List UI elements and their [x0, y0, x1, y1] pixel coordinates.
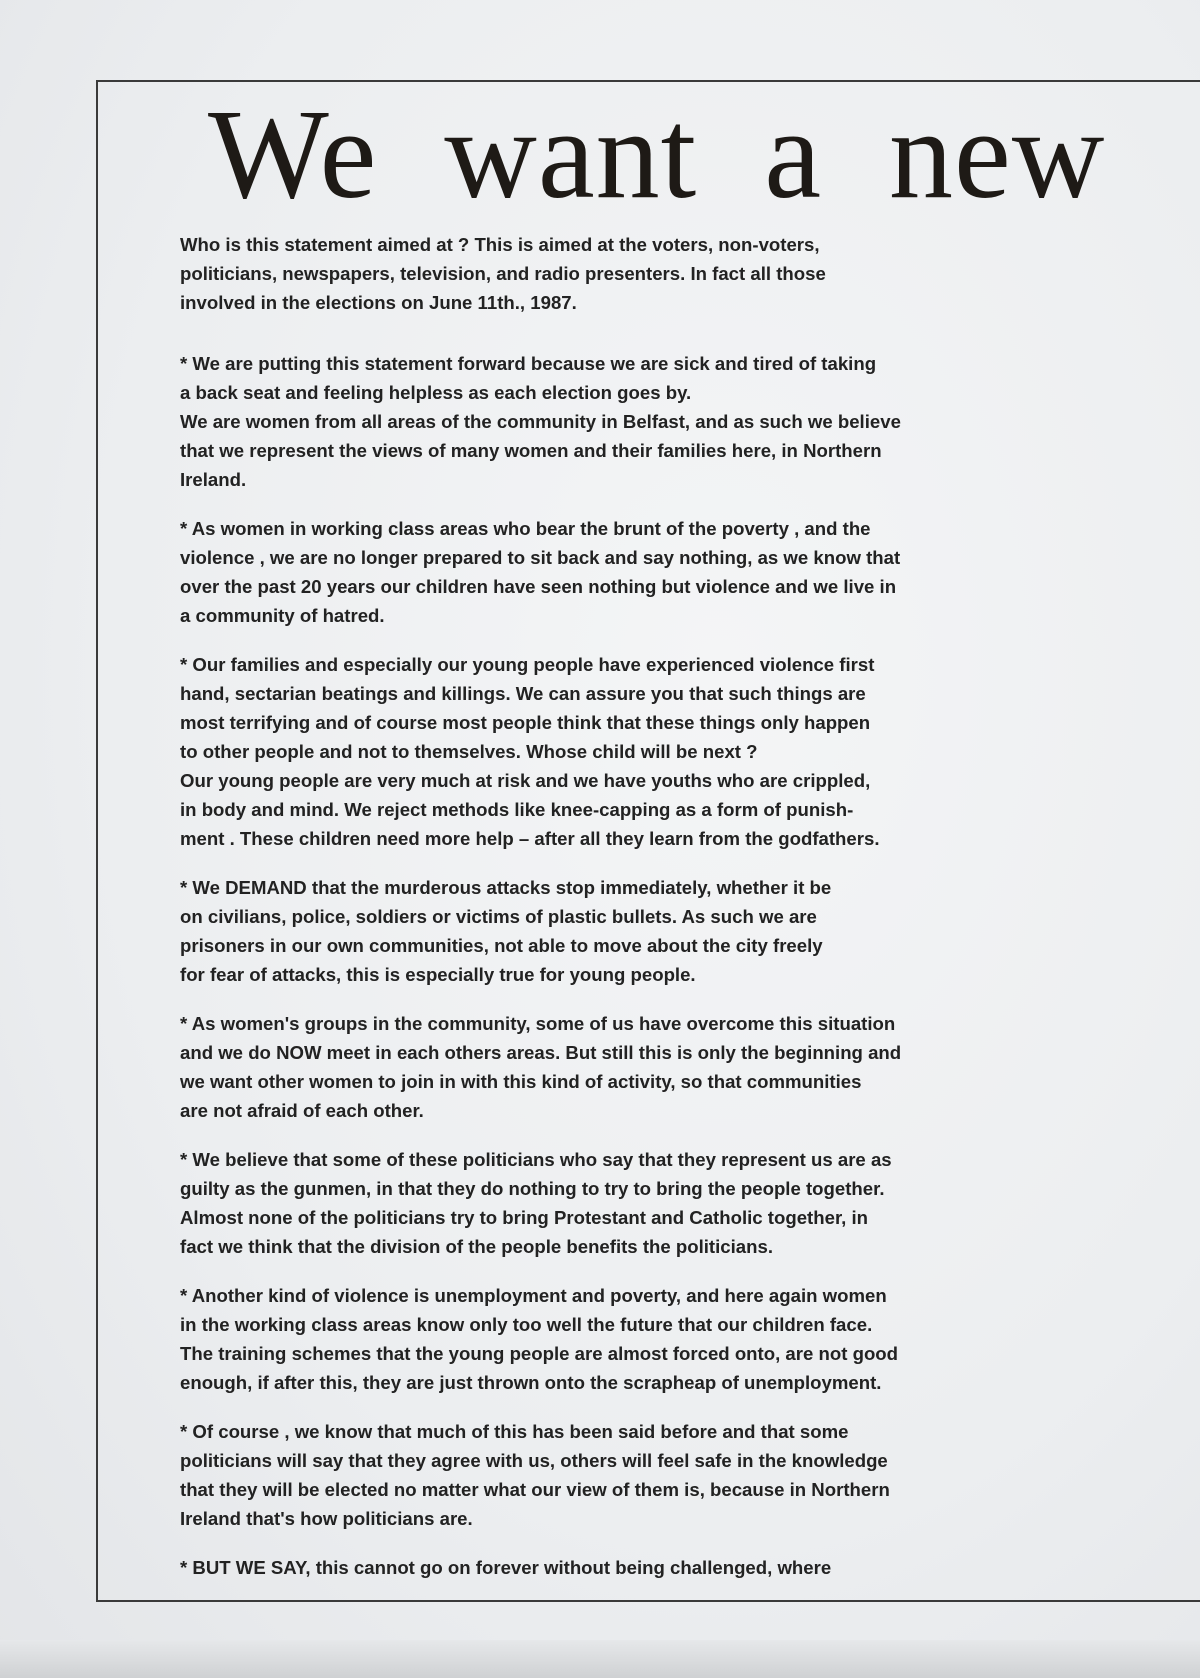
text-line: The training schemes that the young people are almost forced onto, are not good: [180, 1343, 899, 1364]
text-line: Who is this statement aimed at ? This is aimed at the voters, non-voters,: [180, 234, 820, 255]
statement-paragraph: [180, 873, 1105, 989]
text-line: * We DEMAND that the murderous attacks stop immediately, whether it be: [180, 877, 832, 898]
text-line: in the working class areas know only too well the future that our children face.: [180, 1314, 873, 1335]
text-line: Ireland that's how politicians are.: [180, 1508, 473, 1529]
text-line: guilty as the gunmen, in that they do nothing to try to bring the people together.: [180, 1178, 885, 1199]
text-line: to other people and not to themselves. Whose child will be next ?: [180, 741, 758, 762]
statement-paragraph: [180, 349, 1105, 494]
intro-paragraph: [180, 230, 1105, 317]
text-line: for fear of attacks, this is especially true for young people.: [180, 964, 696, 985]
text-line: Almost none of the politicians try to bring Protestant and Catholic together, in: [180, 1207, 869, 1228]
statement-paragraph: [180, 1417, 1105, 1533]
statement-paragraph: [180, 1553, 1105, 1582]
text-line: prisoners in our own communities, not able to move about the city freely: [180, 935, 823, 956]
text-line: * We believe that some of these politicians who say that they represent us are as: [180, 1149, 892, 1170]
text-line: fact we think that the division of the people benefits the politicians.: [180, 1236, 773, 1257]
text-line: a community of hatred.: [180, 605, 385, 626]
text-line: * BUT WE SAY, this cannot go on forever without being challenged, where: [180, 1557, 832, 1578]
text-line: * Another kind of violence is unemployment and poverty, and here again women: [180, 1285, 887, 1306]
text-line: over the past 20 years our children have seen nothing but violence and we live in: [180, 576, 897, 597]
text-line: and we do NOW meet in each others areas. But still this is only the beginning and: [180, 1042, 902, 1063]
text-line: are not afraid of each other.: [180, 1100, 424, 1121]
scan-bottom-edge: [0, 1640, 1200, 1678]
text-line: ment . These children need more help – after all they learn from the godfathers.: [180, 828, 880, 849]
text-line: that they will be elected no matter what our view of them is, because in Northern: [180, 1479, 890, 1500]
text-line: enough, if after this, they are just thrown onto the scrapheap of unemployment.: [180, 1372, 882, 1393]
text-line: politicians, newspapers, television, and radio presenters. In fact all those: [180, 263, 826, 284]
text-line: involved in the elections on June 11th., 1987.: [180, 292, 577, 313]
statement-paragraph: [180, 1145, 1105, 1261]
text-line: we want other women to join in with this kind of activity, so that communities: [180, 1071, 862, 1092]
text-line: in body and mind. We reject methods like knee-capping as a form of punish-: [180, 799, 854, 820]
text-line: most terrifying and of course most people think that these things only happen: [180, 712, 871, 733]
statement-paragraph: [180, 650, 1105, 853]
text-line: We are women from all areas of the community in Belfast, and as such we believe: [180, 411, 901, 432]
statement-body: [180, 230, 1105, 1602]
text-line: Ireland.: [180, 469, 247, 490]
text-line: * As women's groups in the community, some of us have overcome this situation: [180, 1013, 896, 1034]
text-line: hand, sectarian beatings and killings. We can assure you that such things are: [180, 683, 866, 704]
text-line: politicians will say that they agree with us, others will feel safe in the knowledge: [180, 1450, 888, 1471]
statement-paragraph: [180, 1281, 1105, 1397]
text-line: * Of course , we know that much of this has been said before and that some: [180, 1421, 849, 1442]
statement-paragraph: [180, 1009, 1105, 1125]
headline: We want a new: [208, 83, 1106, 225]
statement-paragraph: [180, 514, 1105, 630]
text-line: on civilians, police, soldiers or victims of plastic bullets. As such we are: [180, 906, 817, 927]
text-line: Our young people are very much at risk and we have youths who are crippled,: [180, 770, 871, 791]
text-line: violence , we are no longer prepared to sit back and say nothing, as we know that: [180, 547, 901, 568]
text-line: a back seat and feeling helpless as each election goes by.: [180, 382, 692, 403]
text-line: * Our families and especially our young people have experienced violence first: [180, 654, 875, 675]
text-line: that we represent the views of many women and their families here, in Northern: [180, 440, 882, 461]
text-line: * We are putting this statement forward because we are sick and tired of taking: [180, 353, 877, 374]
text-line: * As women in working class areas who bear the brunt of the poverty , and the: [180, 518, 871, 539]
